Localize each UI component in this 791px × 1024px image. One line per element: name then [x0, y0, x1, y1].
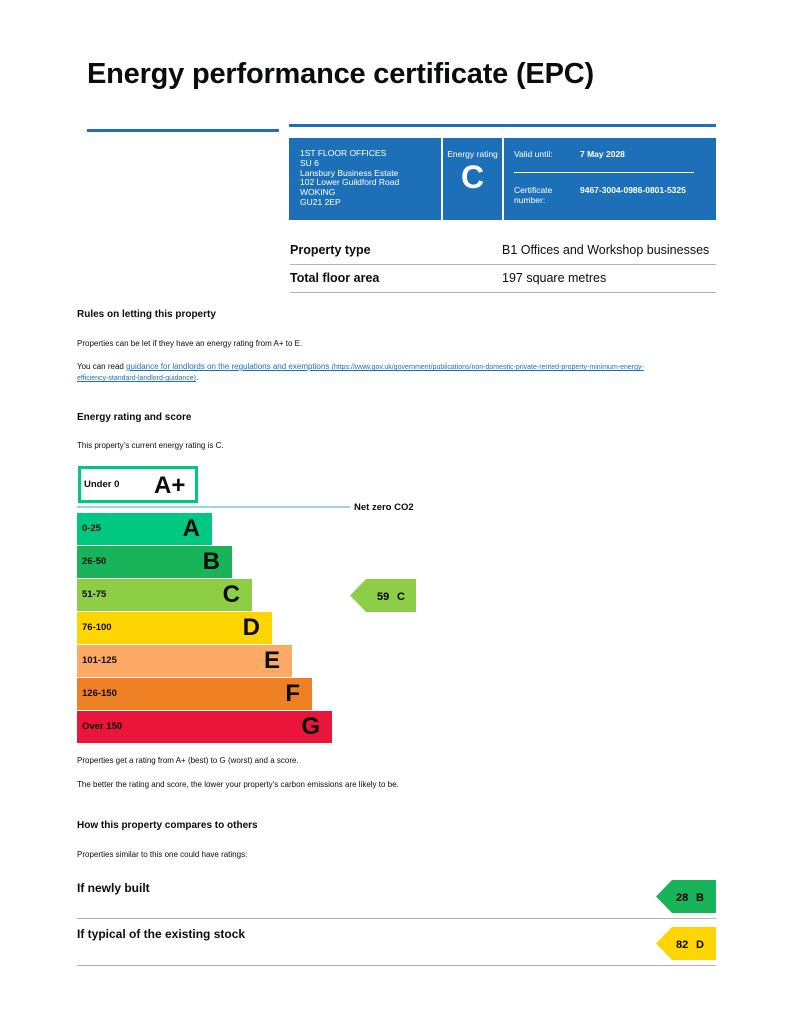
compare-letter: B: [696, 892, 704, 904]
band-letter: E: [263, 647, 280, 674]
compare-label: If newly built: [77, 881, 150, 895]
band-range: 0-25: [82, 523, 102, 534]
address-line: WOKING: [300, 187, 336, 198]
valid-until-value: 7 May 2028: [580, 149, 625, 159]
compare-intro: Properties similar to this one could have ratings:: [77, 850, 248, 859]
band-letter: C: [222, 581, 240, 608]
property-type-row: [290, 236, 716, 265]
band-letter: B: [202, 548, 220, 575]
band-c: [77, 579, 252, 611]
floor-area-value: 197 square metres: [502, 271, 607, 285]
compare-heading: How this property compares to others: [77, 820, 258, 831]
address-line: Lansbury Business Estate: [300, 167, 399, 178]
valid-until-label: Valid until:: [514, 149, 553, 159]
compare-score: 82: [676, 939, 689, 951]
band-range: 26-50: [82, 556, 107, 567]
band-range: 76-100: [82, 622, 112, 633]
band-g: [77, 711, 332, 743]
address-line: 1ST FLOOR OFFICES: [300, 148, 387, 158]
net-zero-label: Net zero CO2: [354, 502, 414, 513]
certificate-number-label: Certificate number:: [514, 185, 553, 205]
guidance-paragraph: You can read guidance for landlords on the regulations and exemptions (https://www.gov.uk/government/publications/non-domestic-private-rented-property-minimum-energy- efficiency-standard-landlord-guidance).: [77, 362, 644, 382]
band-aplus: [78, 466, 198, 503]
band-b: [77, 546, 232, 578]
band-letter: G: [301, 713, 320, 740]
band-letter: D: [242, 614, 260, 641]
energy-rating-label: Energy rating: [447, 149, 498, 159]
band-letter: A+: [154, 472, 186, 499]
title-divider-right: [289, 124, 716, 127]
energy-rating-box: [443, 138, 502, 220]
band-a: [77, 513, 212, 545]
band-range: Over 150: [82, 721, 123, 732]
band-f: [77, 678, 312, 710]
band-d: [77, 612, 272, 644]
compare-arrow: [656, 880, 716, 913]
compare-row-existing: [77, 919, 716, 966]
property-type-value: B1 Offices and Workshop businesses: [502, 243, 710, 257]
property-type-label: Property type: [290, 243, 371, 257]
title-divider-left: [87, 129, 279, 132]
guidance-link[interactable]: guidance for landlords on the regulations and exemptions (https://www.gov.uk/government/publications/non-domestic-private-rented-property-minimum-energy- efficiency-standard-landlord-guidance): [77, 362, 644, 382]
current-score-arrow: [350, 579, 416, 612]
rules-paragraph: Properties can be let if they have an energy rating from A+ to E.: [77, 339, 303, 348]
address-box: [289, 138, 441, 220]
floor-area-label: Total floor area: [290, 271, 380, 285]
compare-arrow: [656, 927, 716, 960]
rules-heading: Rules on letting this property: [77, 309, 216, 320]
net-zero-line: [77, 506, 350, 508]
compare-letter: D: [696, 939, 704, 951]
compare-score: 28: [676, 892, 689, 904]
compare-label: If typical of the existing stock: [77, 927, 246, 941]
band-e: [77, 645, 292, 677]
current-rating-text: This property’s current energy rating is C.: [77, 441, 224, 450]
page-title: Energy performance certificate (EPC): [87, 58, 594, 90]
energy-heading: Energy rating and score: [77, 412, 192, 423]
band-letter: A: [182, 515, 200, 542]
certificate-info-box: [504, 138, 716, 220]
band-range: Under 0: [84, 479, 120, 490]
band-range: 101-125: [82, 655, 117, 666]
info-divider: [514, 172, 694, 173]
energy-rating-letter: C: [460, 159, 485, 195]
emissions-note: The better the rating and score, the lower your property’s carbon emissions are likely to be.: [77, 780, 399, 789]
current-score: 59: [377, 591, 390, 603]
address-line: GU21 2EP: [300, 196, 341, 207]
certificate-number-value: 9467-3004-0986-0801-5325: [580, 185, 686, 195]
current-letter: C: [397, 591, 405, 603]
rating-note: Properties get a rating from A+ (best) to G (worst) and a score.: [77, 756, 299, 765]
band-range: 51-75: [82, 589, 107, 600]
floor-area-row: [290, 264, 716, 293]
address-line: 102 Lower Guildford Road: [300, 177, 400, 188]
band-range: 126-150: [82, 688, 117, 699]
band-letter: F: [285, 680, 300, 707]
compare-row-new: [77, 872, 716, 919]
address-line: SU 6: [300, 157, 319, 168]
